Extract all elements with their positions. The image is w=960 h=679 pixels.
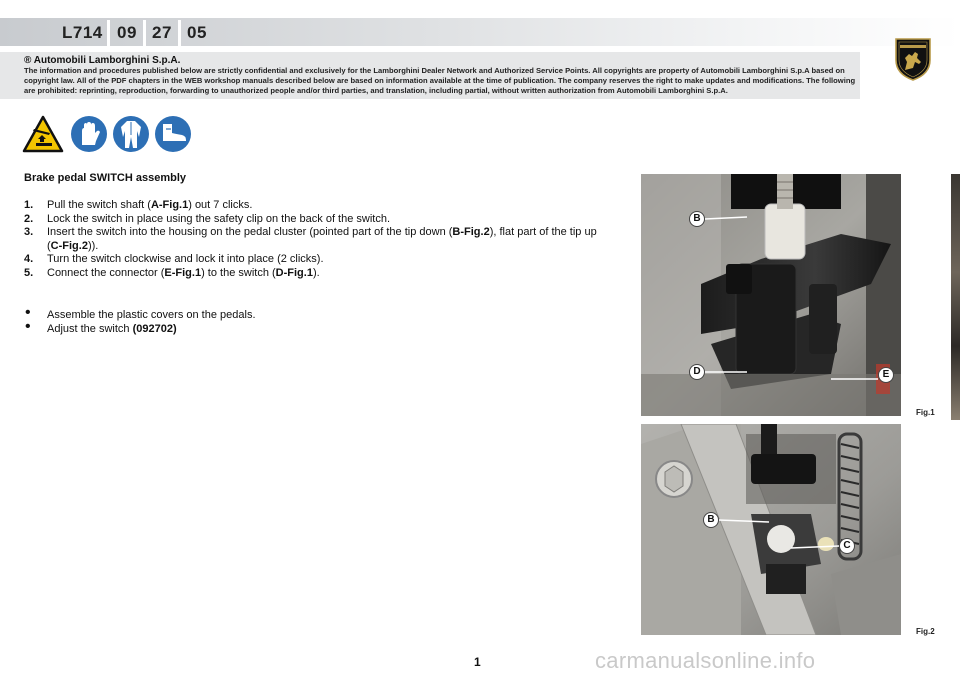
step-number: 3. bbox=[24, 226, 34, 238]
figure-reference: D-Fig.1 bbox=[275, 266, 313, 279]
bullet-item bbox=[24, 304, 614, 323]
figure-1-label-d: D bbox=[693, 366, 701, 377]
step-text: Insert the switch into the housing on the pedal cluster (pointed part of the tip down ( bbox=[47, 226, 453, 238]
figure-2-label-b: B bbox=[707, 514, 715, 525]
figure-reference: B-Fig.2 bbox=[452, 226, 490, 238]
step-number: 5. bbox=[24, 266, 34, 279]
step-item bbox=[24, 267, 614, 281]
step-item bbox=[24, 226, 614, 253]
step-item bbox=[24, 213, 614, 227]
step-text: )). bbox=[87, 239, 99, 252]
procedure-reference: (092702) bbox=[132, 322, 177, 335]
procedure-steps bbox=[24, 199, 614, 280]
code-separator bbox=[143, 20, 146, 46]
bullet-dot: • bbox=[25, 317, 31, 335]
bullet-text: Assemble the plastic covers on the pedals. bbox=[47, 309, 256, 321]
step-item bbox=[24, 199, 614, 213]
code-separator bbox=[107, 20, 110, 46]
code-separator bbox=[178, 20, 181, 46]
photo-edge-strip bbox=[951, 174, 960, 420]
doc-code-model: L714 bbox=[62, 23, 103, 42]
doc-code-group: 09 bbox=[117, 23, 137, 42]
step-text: ) to the switch ( bbox=[201, 266, 276, 279]
figure-1-callouts bbox=[641, 174, 901, 416]
figure-reference: C-Fig.2 bbox=[50, 239, 88, 252]
bullet-item bbox=[24, 317, 614, 337]
safety-shoes-icon bbox=[154, 115, 192, 153]
step-text: Connect the connector ( bbox=[47, 266, 165, 279]
step-text: ). bbox=[312, 266, 320, 279]
doc-code-section: 05 bbox=[187, 23, 207, 42]
bullet-dot: • bbox=[25, 304, 31, 321]
step-text: ) out 7 clicks. bbox=[188, 199, 253, 211]
step-text: Lock the switch in place using the safety clip on the back of the switch. bbox=[47, 212, 391, 225]
bullet-text: Adjust the switch bbox=[47, 322, 133, 335]
warning-crush-icon bbox=[22, 115, 64, 153]
gloves-icon bbox=[70, 115, 108, 153]
figure-1-label-e: E bbox=[882, 369, 890, 380]
step-item bbox=[24, 253, 614, 267]
procedure-heading: Brake pedal SWITCH assembly bbox=[24, 172, 187, 184]
watermark: carmanualsonline.info bbox=[595, 648, 816, 673]
copyright-notice bbox=[0, 52, 860, 99]
copyright-text: The information and procedures published below are strictly confidential and exclusively for the Lamborghini Dealer Network and Authorized Service Points. All copyrights are property of Automobili Lamborghini S.p.A based on copyright law. All of the PDF chapters in the WEB workshop manuals described below are based on information available at the time of publication. The company reserves the right to make updates and modifications. The following are prohibited: reprinting, reproduction, forwarding to unauthorized people and/or third parties, and translation, including partial, without written authorization from Automobili Lamborghini S.p.A. bbox=[24, 66, 856, 95]
step-number: 4. bbox=[24, 253, 34, 265]
page-number: 1 bbox=[474, 655, 481, 669]
copyright-title: ® Automobili Lamborghini S.p.A. bbox=[24, 55, 181, 66]
step-number: 1. bbox=[24, 199, 34, 211]
step-text: Turn the switch clockwise and lock it into place (2 clicks). bbox=[47, 253, 324, 265]
figure-2-caption: Fig.2 bbox=[916, 627, 935, 636]
step-text: Pull the switch shaft ( bbox=[47, 199, 151, 211]
figure-1-caption: Fig.1 bbox=[916, 408, 935, 417]
figure-1-label-b: B bbox=[693, 213, 701, 224]
figure-2-label-c: C bbox=[843, 540, 851, 551]
figure-reference: E-Fig.1 bbox=[164, 266, 202, 279]
lamborghini-shield-logo bbox=[893, 36, 933, 82]
step-number: 2. bbox=[24, 212, 34, 225]
doc-code-subgroup: 27 bbox=[152, 23, 172, 42]
overalls-icon bbox=[112, 115, 150, 153]
procedure-bullets bbox=[24, 304, 614, 336]
figure-2-callouts bbox=[641, 424, 901, 635]
step-text: ), flat part of the tip up ( bbox=[47, 226, 597, 252]
figure-reference: A-Fig.1 bbox=[150, 199, 189, 211]
